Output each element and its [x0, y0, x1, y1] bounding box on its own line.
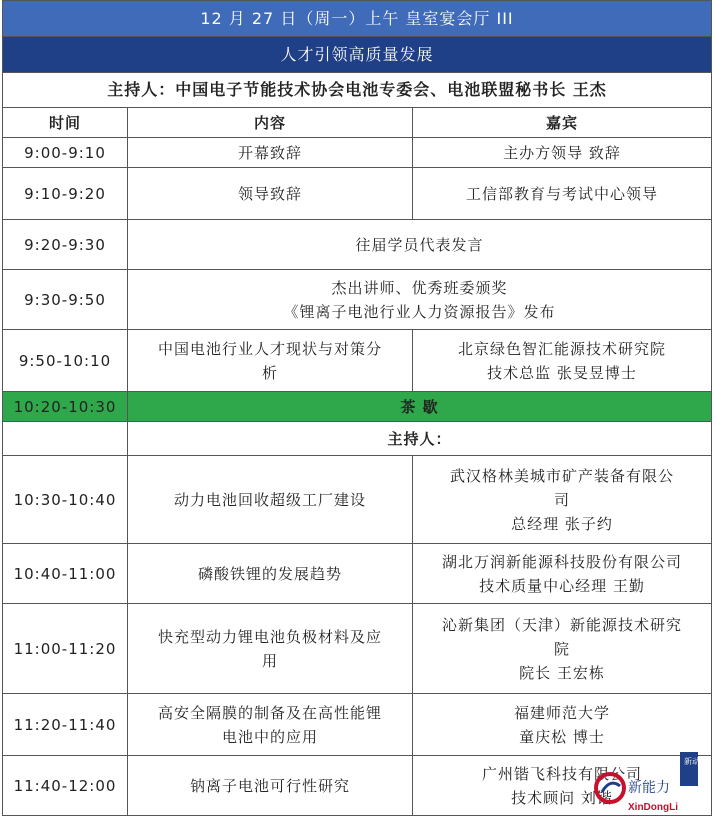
merged-cell [128, 270, 711, 329]
table-row [2, 604, 712, 694]
tea-break-label: 茶 歇 [400, 397, 439, 416]
time-cell: 9:30-9:50 [3, 270, 128, 329]
session-host-label: 主持人： [387, 429, 452, 448]
watermark-text: 新能力 [628, 779, 670, 795]
content-cell: 动力电池回收超级工厂建设 [128, 456, 413, 543]
theme-banner [2, 37, 712, 73]
time-cell: 10:30-10:40 [3, 456, 128, 543]
guest-line: 总经理 张子约 [511, 514, 613, 533]
column-header-content: 内容 [128, 108, 413, 137]
content-cell: 钠离子电池可行性研究 [128, 756, 413, 815]
content-line: 中国电池行业人才现状与对策分 [157, 339, 382, 358]
table-row [2, 330, 712, 392]
content-line: 析 [261, 363, 278, 382]
guest-line: 沁新集团（天津）新能源技术研究 [441, 615, 682, 634]
merged-cell: 往届学员代表发言 [355, 235, 484, 254]
guest-line: 湖北万润新能源科技股份有限公司 [441, 552, 682, 571]
table-row [2, 694, 712, 756]
watermark-logo [594, 748, 712, 814]
guest-cell [413, 330, 711, 391]
time-cell: 11:00-11:20 [3, 604, 128, 693]
guest-line: 技术质量中心经理 王勤 [479, 576, 645, 595]
content-line: 用 [261, 651, 278, 670]
time-cell: 10:20-10:30 [3, 392, 128, 421]
table-row [2, 168, 712, 220]
guest-line: 福建师范大学 [513, 703, 610, 722]
time-cell: 9:20-9:30 [3, 220, 128, 269]
date-line: 12 月 27 日（周一）上午 皇室宴会厅 III [200, 8, 514, 28]
content-cell: 领导致辞 [128, 168, 413, 219]
content-line: 快充型动力锂电池负极材料及应 [157, 627, 382, 646]
guest-line: 院长 王宏栋 [519, 663, 605, 682]
guest-cell [413, 694, 711, 755]
content-line: 高安全隔膜的制备及在高性能锂 [157, 703, 382, 722]
table-row [2, 456, 712, 544]
column-header-guest: 嘉宾 [545, 113, 578, 132]
table-row [2, 138, 712, 168]
time-cell: 11:20-11:40 [3, 694, 128, 755]
content-cell [128, 604, 413, 693]
content-cell: 磷酸铁锂的发展趋势 [128, 544, 413, 603]
guest-cell [413, 604, 711, 693]
guest-cell: 主办方领导 致辞 [503, 143, 621, 162]
guest-line: 院 [553, 639, 570, 658]
guest-line: 广州锴飞科技有限公司 [481, 764, 642, 783]
table-row [2, 270, 712, 330]
column-header-time: 时间 [3, 108, 128, 137]
time-cell: 9:50-10:10 [3, 330, 128, 391]
watermark-brand: XinDongLi [628, 802, 678, 813]
content-line: 电池中的应用 [221, 727, 318, 746]
guest-cell: 工信部教育与考试中心领导 [465, 184, 658, 203]
watermark-badge-text: 新动力 [684, 757, 708, 766]
host-line: 主持人：中国电子节能技术协会电池专委会、电池联盟秘书长 王杰 [107, 80, 607, 99]
guest-line: 武汉格林美城市矿产装备有限公 [449, 466, 674, 485]
guest-line: 司 [553, 490, 570, 509]
guest-cell [413, 456, 711, 543]
session-host-row [2, 422, 712, 456]
merged-line: 杰出讲师、优秀班委颁奖 [331, 278, 508, 297]
guest-line: 童庆松 博士 [519, 727, 605, 746]
watermark-swirl-icon [596, 774, 624, 802]
host-row [2, 73, 712, 108]
time-cell: 11:40-12:00 [3, 756, 128, 815]
guest-cell [413, 544, 711, 603]
time-cell: 10:40-11:00 [3, 544, 128, 603]
table-row [2, 544, 712, 604]
merged-line: 《锂离子电池行业人力资源报告》发布 [283, 302, 556, 321]
guest-line: 技术总监 张旻昱博士 [487, 363, 637, 382]
content-cell: 开幕致辞 [128, 138, 413, 167]
table-row [2, 220, 712, 270]
guest-line: 技术顾问 刘锴 [511, 788, 613, 807]
guest-line: 北京绿色智汇能源技术研究院 [457, 339, 666, 358]
time-cell [3, 422, 128, 455]
content-cell [128, 694, 413, 755]
tea-break-row [2, 392, 712, 422]
time-cell: 9:10-9:20 [3, 168, 128, 219]
date-banner [2, 0, 712, 37]
column-header-row [2, 108, 712, 138]
theme-title: 人才引领高质量发展 [280, 44, 434, 64]
content-cell [128, 330, 413, 391]
time-cell: 9:00-9:10 [3, 138, 128, 167]
